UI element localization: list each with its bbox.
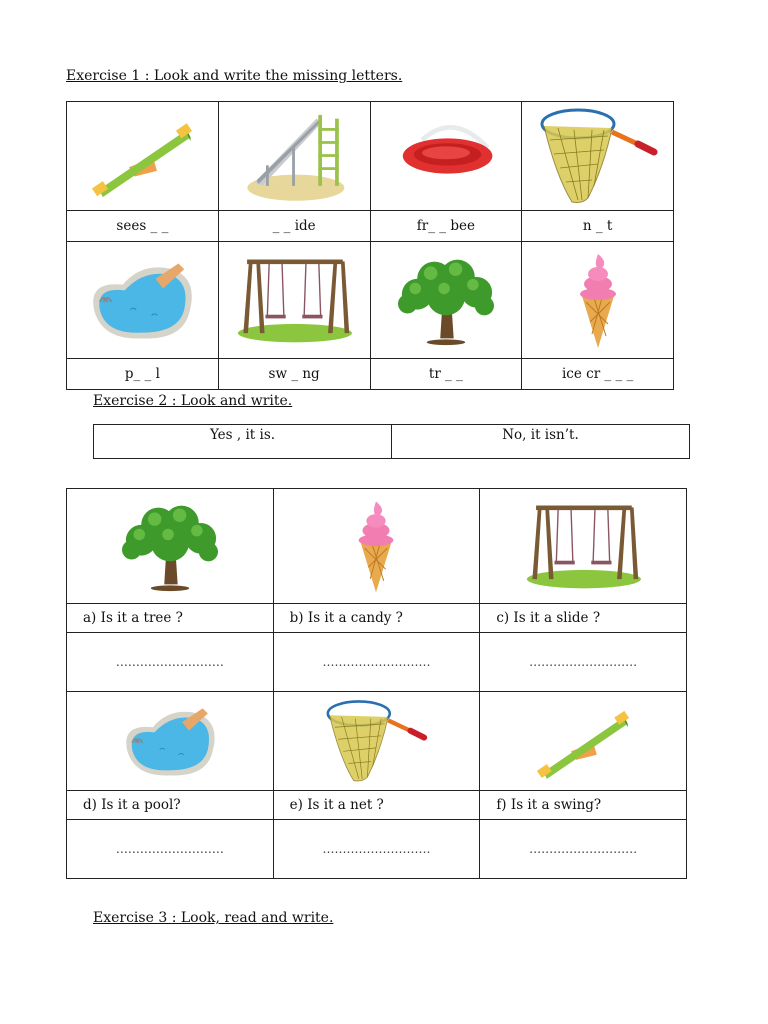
seesaw-icon: [531, 698, 635, 784]
picture-cell: [522, 242, 674, 359]
exercise3-title: Exercise 3 : Look, read and write.: [93, 910, 334, 926]
picture-cell: [218, 242, 370, 359]
picture-cell: [480, 489, 687, 604]
question-text: c) Is it a slide ?: [480, 604, 687, 633]
missing-letters-word: sw _ ng: [218, 359, 370, 390]
answer-blank[interactable]: [67, 633, 274, 692]
answer-blank[interactable]: [273, 633, 480, 692]
ice-cream-icon: [347, 496, 405, 596]
picture-cell: [480, 692, 687, 791]
tree-icon: [107, 498, 233, 594]
answer-dots: ………………………: [529, 842, 638, 856]
frisbee-icon: [383, 116, 509, 196]
question-text: f) Is it a swing?: [480, 791, 687, 820]
answer-dots: ………………………: [115, 842, 224, 856]
picture-cell: [67, 692, 274, 791]
exercise2-title: Exercise 2 : Look and write.: [93, 393, 293, 409]
missing-letters-word: sees _ _: [67, 211, 219, 242]
option-no: No, it isn’t.: [392, 425, 690, 459]
picture-cell: [273, 692, 480, 791]
picture-cell: [218, 102, 370, 211]
net-icon: [311, 698, 441, 784]
question-text: e) Is it a net ?: [273, 791, 480, 820]
question-text: a) Is it a tree ?: [67, 604, 274, 633]
answer-blank[interactable]: [273, 820, 480, 879]
answer-blank[interactable]: [480, 633, 687, 692]
missing-letters-word: p_ _ l: [67, 359, 219, 390]
answer-blank[interactable]: [67, 820, 274, 879]
picture-cell: [273, 489, 480, 604]
answer-dots: ………………………: [322, 655, 431, 669]
missing-letters-word: n _ t: [522, 211, 674, 242]
picture-cell: [370, 242, 522, 359]
answer-blank[interactable]: [480, 820, 687, 879]
option-yes: Yes , it is.: [94, 425, 392, 459]
ice-cream-icon: [568, 250, 628, 350]
exercise2-table: [66, 488, 687, 879]
answer-options-box: [93, 424, 690, 459]
answer-dots: ………………………: [115, 655, 224, 669]
question-text: d) Is it a pool?: [67, 791, 274, 820]
answer-dots: ………………………: [322, 842, 431, 856]
pool-icon: [110, 698, 230, 784]
answer-dots: ………………………: [529, 655, 638, 669]
exercise1-title: Exercise 1 : Look and write the missing letters.: [66, 68, 403, 84]
tree-icon: [383, 252, 509, 348]
exercise1-table: [66, 101, 674, 390]
missing-letters-word: ice cr _ _ _: [522, 359, 674, 390]
picture-cell: [67, 242, 219, 359]
missing-letters-word: fr_ _ bee: [370, 211, 522, 242]
seesaw-icon: [86, 109, 198, 203]
missing-letters-word: tr _ _: [370, 359, 522, 390]
picture-cell: [522, 102, 674, 211]
missing-letters-word: _ _ ide: [218, 211, 370, 242]
net-icon: [523, 106, 673, 206]
picture-cell: [67, 489, 274, 604]
slide-icon: [238, 109, 350, 203]
swing-icon: [510, 500, 656, 592]
swing-icon: [226, 254, 362, 346]
question-text: b) Is it a candy ?: [273, 604, 480, 633]
pool-icon: [74, 252, 210, 348]
picture-cell: [370, 102, 522, 211]
picture-cell: [67, 102, 219, 211]
